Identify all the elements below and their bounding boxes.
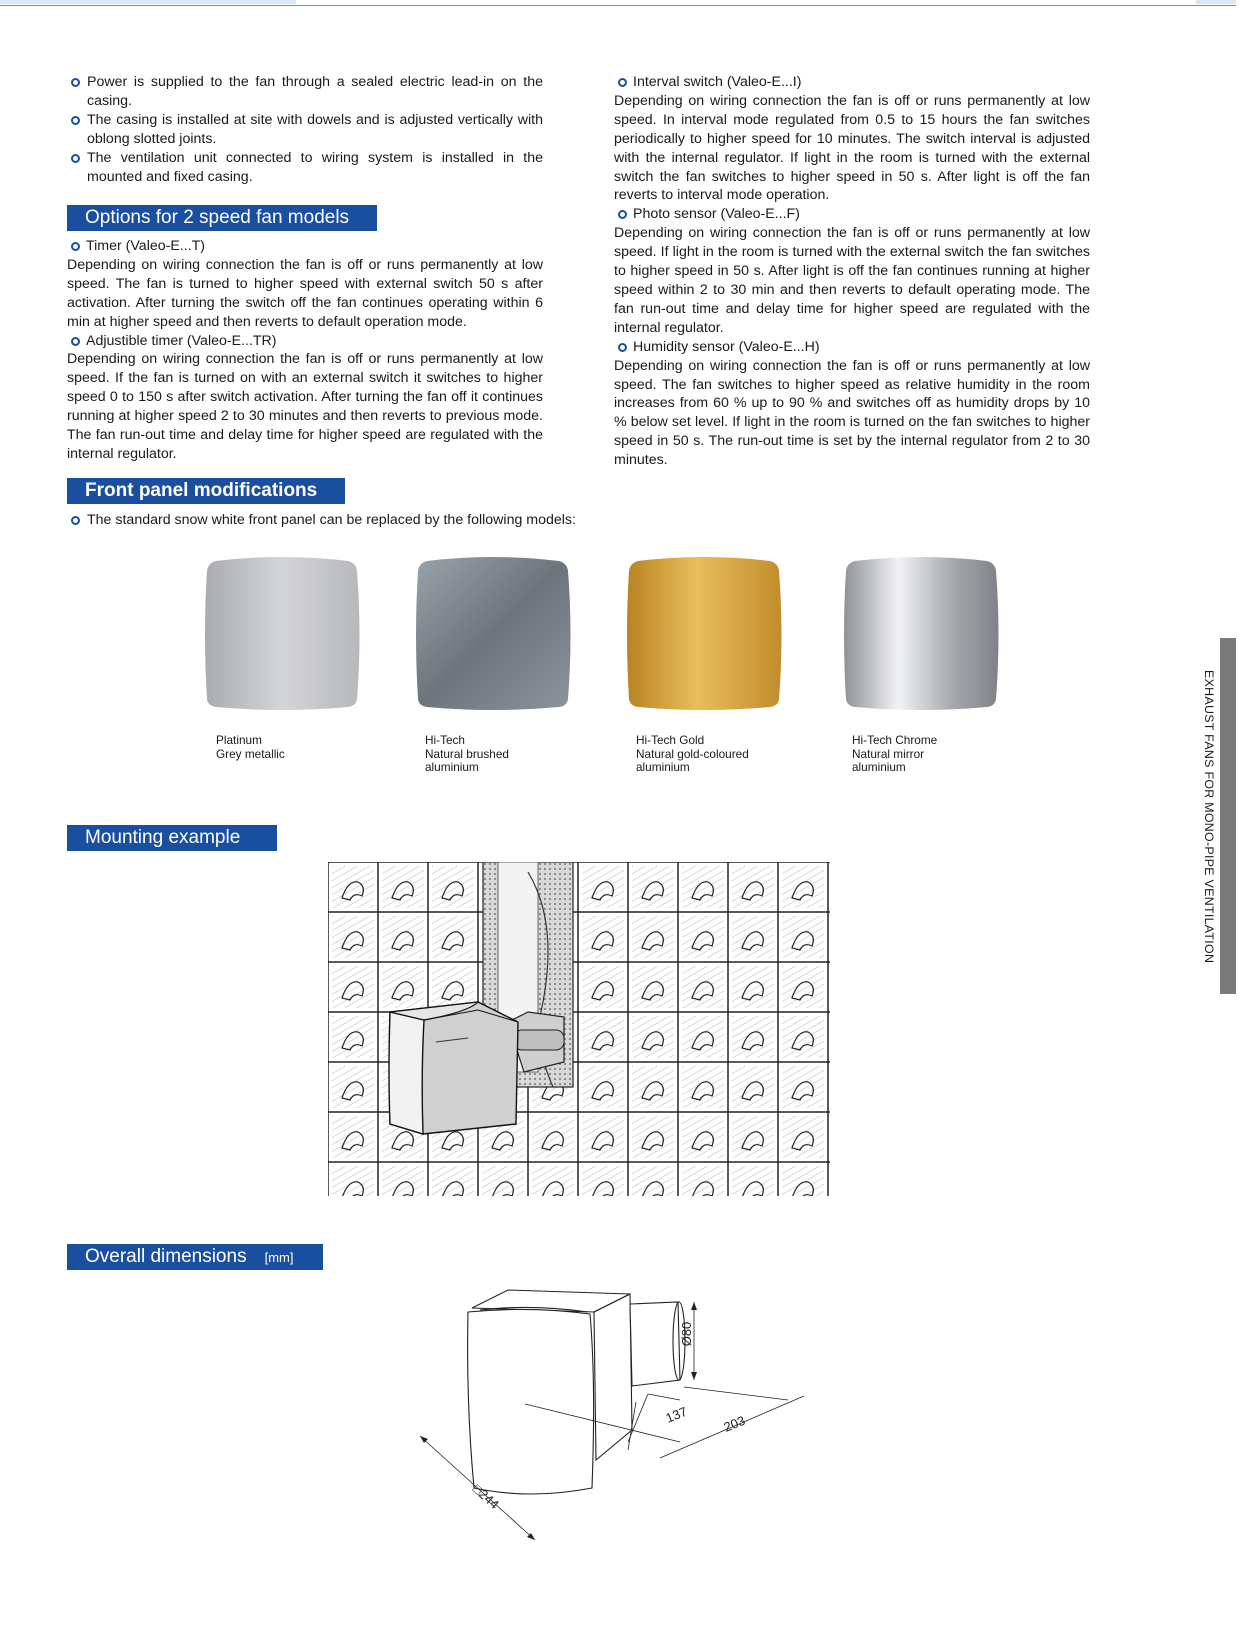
front-panel <box>468 1309 594 1494</box>
panel-name: Hi-Tech Gold <box>636 733 705 747</box>
panel-caption-hi-tech-chrome <box>852 734 937 775</box>
hi-tech-chrome-panel <box>844 557 999 710</box>
front-panel-intro-block <box>68 511 628 530</box>
options-left <box>67 237 543 464</box>
panel-name: Hi-Tech Chrome <box>852 733 938 747</box>
front-panel-header: Front panel modifications <box>67 478 345 504</box>
dimensions-unit: [mm] <box>264 1250 294 1265</box>
panel-caption-hi-tech <box>425 734 509 775</box>
dim-depth-total: 203 <box>721 1412 748 1435</box>
panel-desc-2: aluminium <box>636 760 690 775</box>
options-right <box>614 73 1090 470</box>
panel-desc: Grey metallic <box>216 746 285 761</box>
sidebar-band <box>1220 638 1236 994</box>
mounting-header: Mounting example <box>67 825 277 851</box>
timer-title: Timer (Valeo-E...T) <box>67 237 543 256</box>
panel-caption-hi-tech-gold <box>636 734 749 775</box>
interval-switch-title: Interval switch (Valeo-E...I) <box>614 73 1090 92</box>
front-panel-swatches <box>0 555 1249 715</box>
dimensions-header <box>67 1244 323 1270</box>
dimensions-title: Overall dimensions <box>85 1246 247 1267</box>
photo-sensor-title: Photo sensor (Valeo-E...F) <box>614 205 1090 224</box>
left-intro-list <box>68 73 543 186</box>
platinum-panel <box>205 557 360 710</box>
adjustable-timer-text: Depending on wiring connection the fan is off or runs permanently at low speed. If the fan is turned on with an external switch it switches to higher speed 0 to 150 s after switch activation. After turning the fan off it continues running at higher speed 2 to 30 minutes and then reverts to previous mode. The fan run-out time and delay time for higher speed are regulated with the internal regulator. <box>67 351 543 462</box>
intro-bullet-3: The ventilation unit connected to wiring system is installed in the mounted and fixed casing. <box>68 149 543 187</box>
intro-bullet-1: Power is supplied to the fan through a sealed electric lead-in on the casing. <box>68 73 543 111</box>
intro-bullet-2: The casing is installed at site with dowels and is adjusted vertically with oblong slotted joints. <box>68 111 543 149</box>
panel-desc: Natural gold-coloured <box>636 746 749 761</box>
dimensions-drawing <box>410 1282 810 1562</box>
photo-sensor-text: Depending on wiring connection the fan is off or runs permanently at low speed. If light in the room is turned with the external switch the fan switches to higher speed in 50 s. After light is off the fan continues running at higher speed within 2 to 30 min and then reverts to default operating mode. The fan run-out time and delay time for higher speed are regulated with the internal regulator. <box>614 225 1090 336</box>
top-accent-right <box>1196 0 1236 4</box>
panel-desc-2: aluminium <box>852 760 906 775</box>
humidity-sensor-text: Depending on wiring connection the fan is off or runs permanently at low speed. The fan switches to higher speed as relative humidity in the room increases from 60 % up to 90 % and switches off as humidity drops by 10 % below set level. If light in the room is turned on the fan switches to higher speed in 50 s. The run-out time is set by the internal regulator from 2 to 30 minutes. <box>614 357 1090 469</box>
mounting-illustration <box>328 862 830 1196</box>
front-panel-intro: The standard snow white front panel can be replaced by the following models: <box>68 511 628 530</box>
dim-panel: □244 <box>469 1481 502 1513</box>
hi-tech-panel <box>416 557 571 710</box>
options-header: Options for 2 speed fan models <box>67 205 377 231</box>
sidebar-label: EXHAUST FANS FOR MONO-PIPE VENTILATION <box>1202 670 1216 964</box>
top-accent-left <box>0 0 296 4</box>
sidebar-label-box <box>1198 670 1218 970</box>
panel-name: Platinum <box>216 733 262 747</box>
dim-pipe: Ø80 <box>679 1321 694 1347</box>
dim-depth-body: 137 <box>663 1403 690 1426</box>
adjustable-timer-title: Adjustible timer (Valeo-E...TR) <box>67 332 543 351</box>
panel-desc: Natural brushed <box>425 746 509 761</box>
body-side <box>594 1294 632 1460</box>
panel-desc-2: aluminium <box>425 760 479 775</box>
panel-desc: Natural mirror <box>852 746 925 761</box>
panel-name: Hi-Tech <box>425 733 465 747</box>
interval-switch-text: Depending on wiring connection the fan is off or runs permanently at low speed. In interval mode regulated from 0.5 to 15 hours the fan switches periodically to higher speed for 10 minutes. The switch interval is adjusted with the internal regulator. If light in the room is turned with the external switch the fan switches to higher speed in 50 s. After light is off the fan reverts to interval mode operation. <box>614 92 1090 204</box>
hi-tech-gold-panel <box>627 557 782 710</box>
panel-caption-platinum <box>216 734 285 761</box>
timer-text: Depending on wiring connection the fan is off or runs permanently at low speed. The fan is turned to higher speed with external switch 50 s after activation. After turning the switch off the fan continues operating within 6 min at higher speed and then reverts to default operation mode. <box>67 256 543 330</box>
humidity-sensor-title: Humidity sensor (Valeo-E...H) <box>614 338 1090 357</box>
